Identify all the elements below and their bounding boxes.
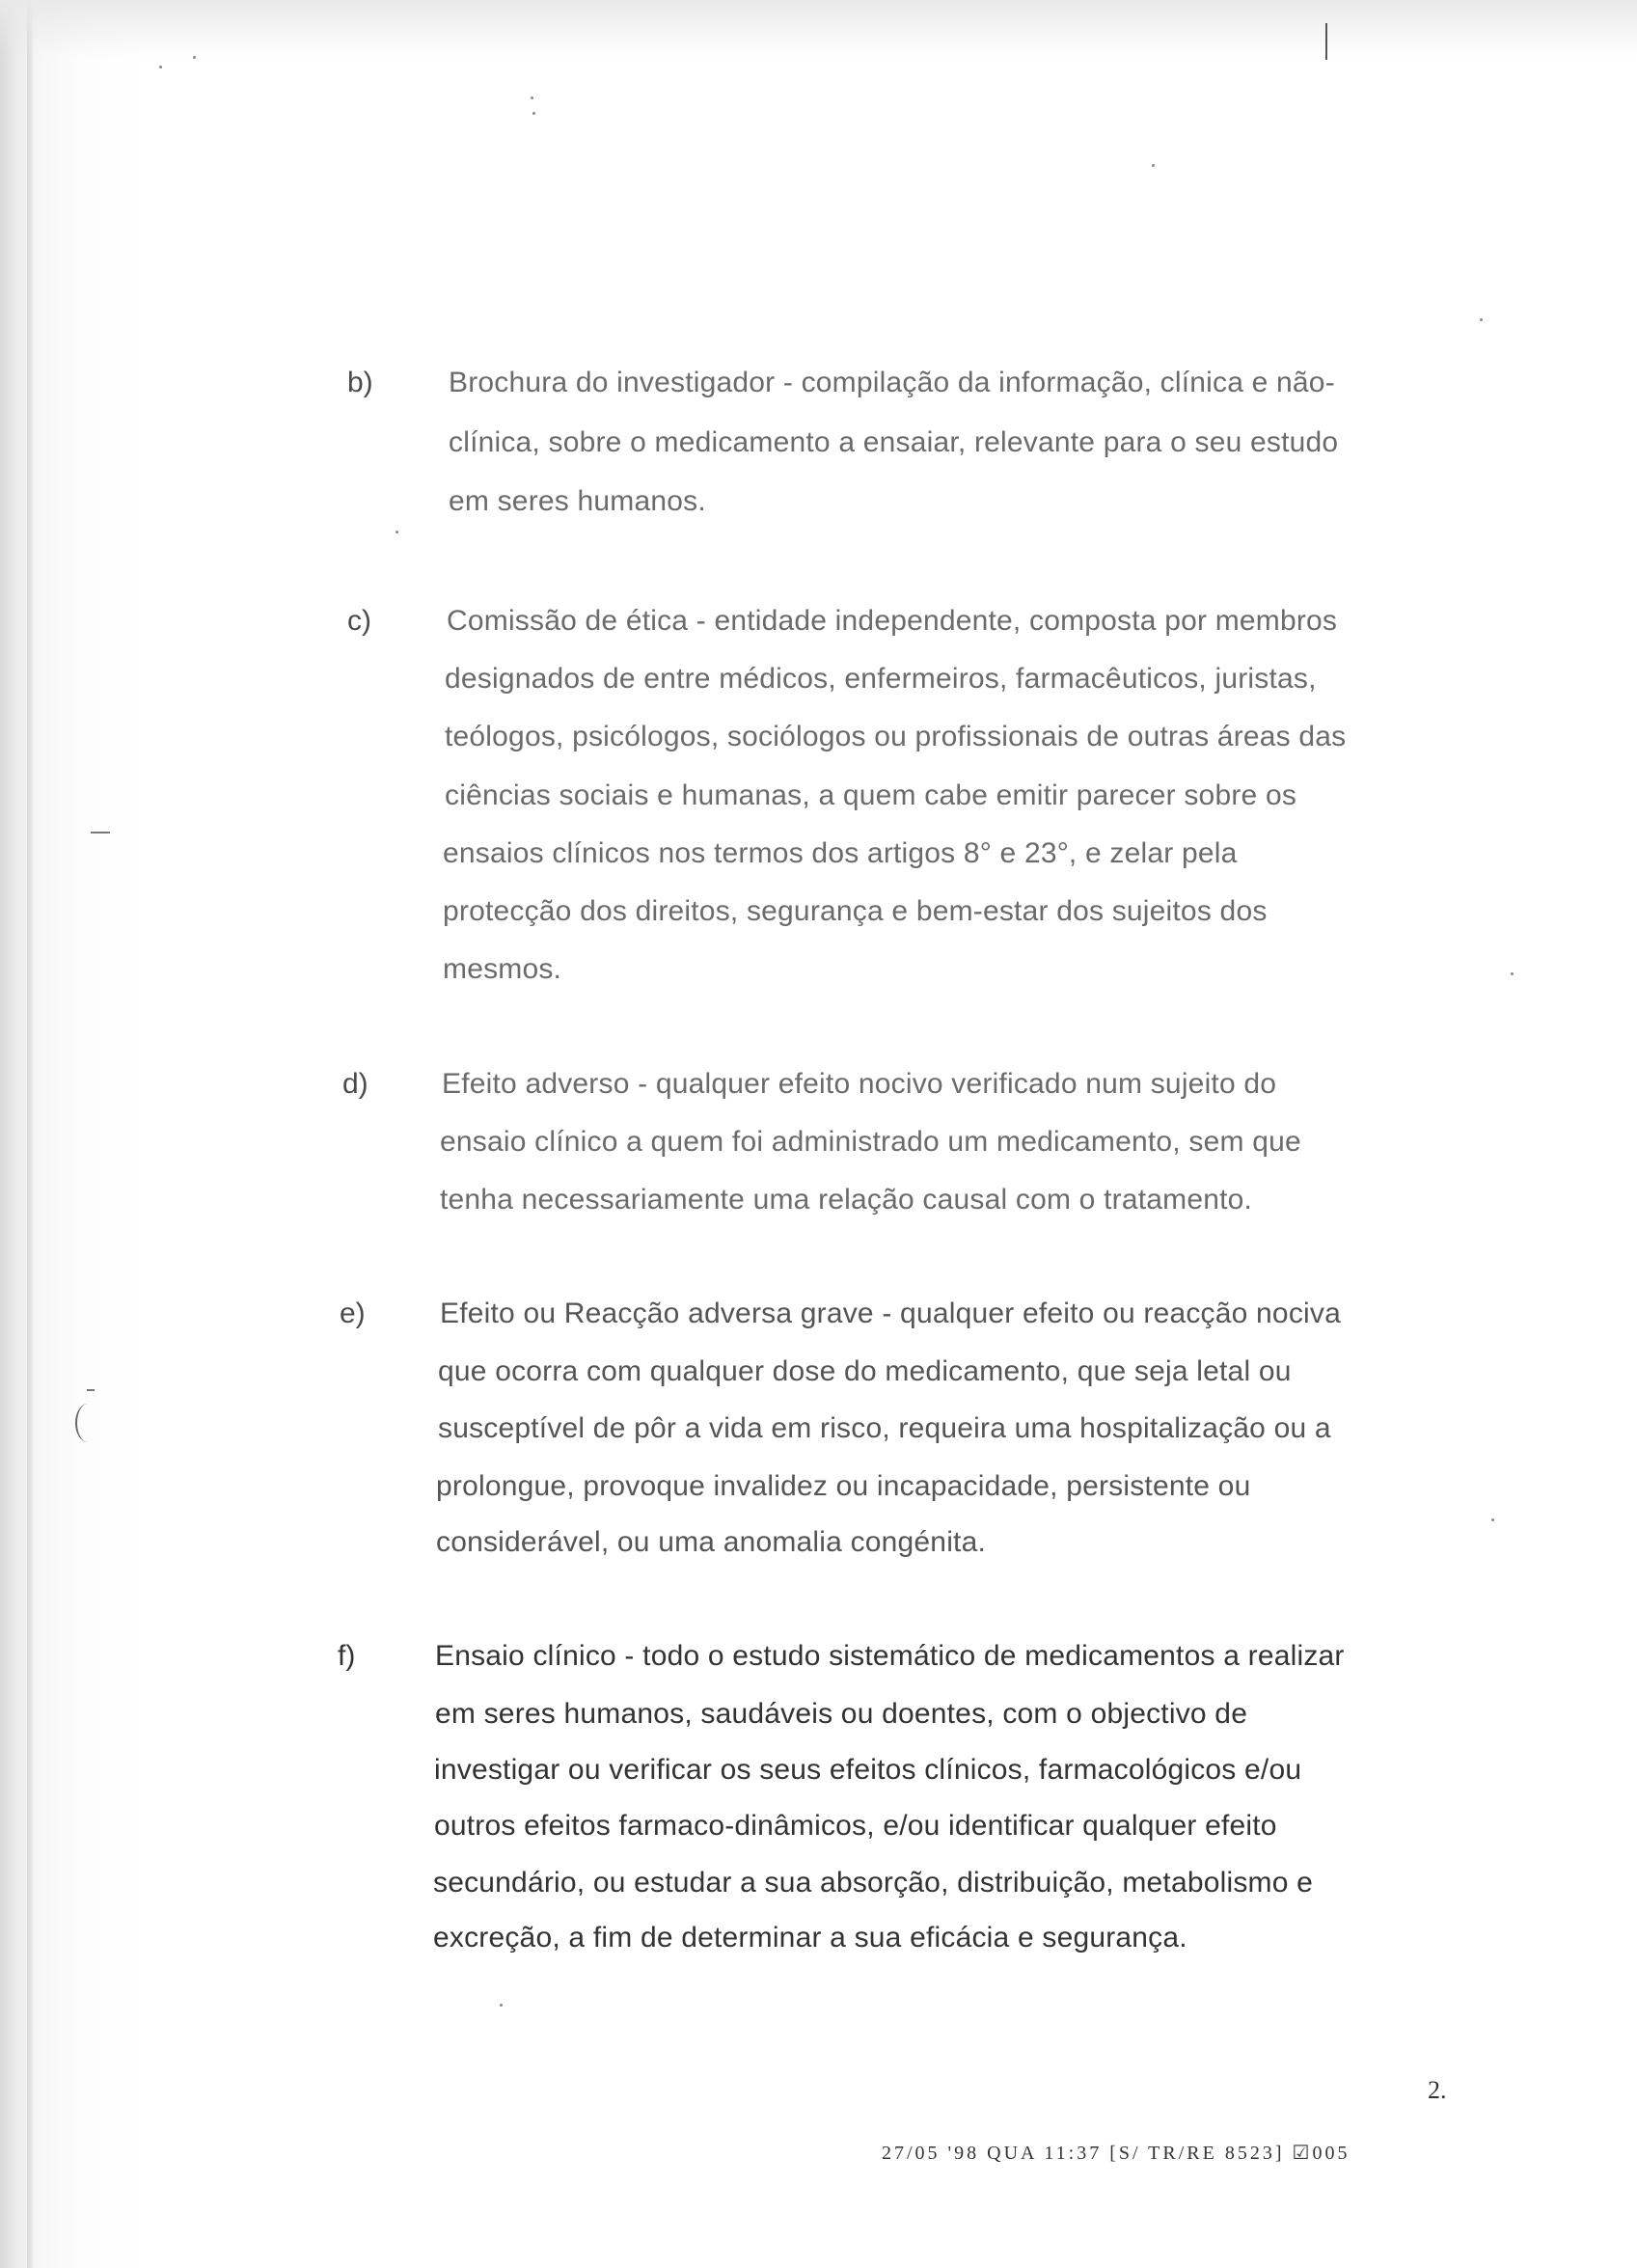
item-text-line: em seres humanos. [449, 485, 706, 517]
item-text-line: Efeito adverso - qualquer efeito nocivo verificado num sujeito do [442, 1068, 1277, 1100]
scan-speck [396, 531, 398, 533]
item-text-line: prolongue, provoque invalidez ou incapacidade, persistente ou [436, 1470, 1251, 1502]
scan-speck [1491, 1518, 1494, 1521]
scan-top-shadow [0, 0, 1637, 58]
scan-speck [532, 112, 535, 115]
scan-speck [1511, 972, 1514, 975]
item-text-line: que ocorra com qualquer dose do medicamento, que seja letal ou [438, 1355, 1292, 1387]
item-text-line: tenha necessariamente uma relação causal com o tratamento. [440, 1184, 1253, 1216]
page-number: 2. [1428, 2076, 1447, 2104]
scan-bracket-mark [75, 1404, 100, 1442]
item-text-line: teólogos, psicólogos, sociólogos ou profissionais de outras áreas das [445, 721, 1347, 752]
item-label: c) [347, 605, 371, 637]
item-text-line: designados de entre médicos, enfermeiros, farmacêuticos, juristas, [445, 663, 1317, 695]
scan-speck [193, 56, 196, 59]
scan-edge-shadow [27, 0, 33, 2268]
scan-speck [159, 66, 162, 68]
item-label: f) [338, 1640, 356, 1672]
item-label: b) [347, 367, 373, 398]
item-text-line: ensaio clínico a quem foi administrado um medicamento, sem que [440, 1126, 1301, 1158]
scan-dash-mark [91, 832, 110, 833]
item-text-line: excreção, a fim de determinar a sua eficácia e segurança. [433, 1922, 1187, 1954]
item-text-line: outros efeitos farmaco-dinâmicos, e/ou identificar qualquer efeito [434, 1810, 1277, 1842]
scan-speck [1480, 318, 1483, 321]
item-text-line: ciências sociais e humanas, a quem cabe emitir parecer sobre os [445, 779, 1297, 811]
scan-speck [1152, 164, 1155, 167]
item-text-line: clínica, sobre o medicamento a ensaiar, relevante para o seu estudo [449, 426, 1339, 458]
item-label: d) [342, 1068, 368, 1100]
item-text-line: considerável, ou uma anomalia congénita. [436, 1526, 987, 1558]
scan-artifact-mark [1325, 23, 1327, 60]
item-text-line: em seres humanos, saudáveis ou doentes, com o objectivo de [435, 1698, 1248, 1730]
item-label: e) [340, 1298, 366, 1329]
scan-speck [500, 2004, 503, 2007]
scan-dash-mark [87, 1389, 95, 1391]
item-text-line: Efeito ou Reacção adversa grave - qualquer efeito ou reacção nociva [440, 1298, 1341, 1329]
item-text-line: secundário, ou estudar a sua absorção, distribuição, metabolismo e [433, 1867, 1314, 1899]
item-text-line: Comissão de ética - entidade independente, composta por membros [447, 605, 1338, 637]
item-text-line: investigar ou verificar os seus efeitos clínicos, farmacológicos e/ou [434, 1754, 1302, 1786]
item-text-line: protecção dos direitos, segurança e bem-estar dos sujeitos dos [443, 895, 1268, 927]
item-text-line: Brochura do investigador - compilação da informação, clínica e não- [449, 367, 1335, 398]
item-text-line: ensaios clínicos nos termos dos artigos 8° e 23°, e zelar pela [443, 837, 1238, 869]
item-text-line: susceptível de pôr a vida em risco, requeira uma hospitalização ou a [438, 1412, 1331, 1444]
item-text-line: Ensaio clínico - todo o estudo sistemático de medicamentos a realizar [435, 1640, 1345, 1672]
scan-speck [531, 96, 533, 99]
item-text-line: mesmos. [443, 953, 562, 985]
fax-transmission-footer: 27/05 '98 QUA 11:37 [S/ TR/RE 8523] ☑005 [882, 2143, 1351, 2164]
